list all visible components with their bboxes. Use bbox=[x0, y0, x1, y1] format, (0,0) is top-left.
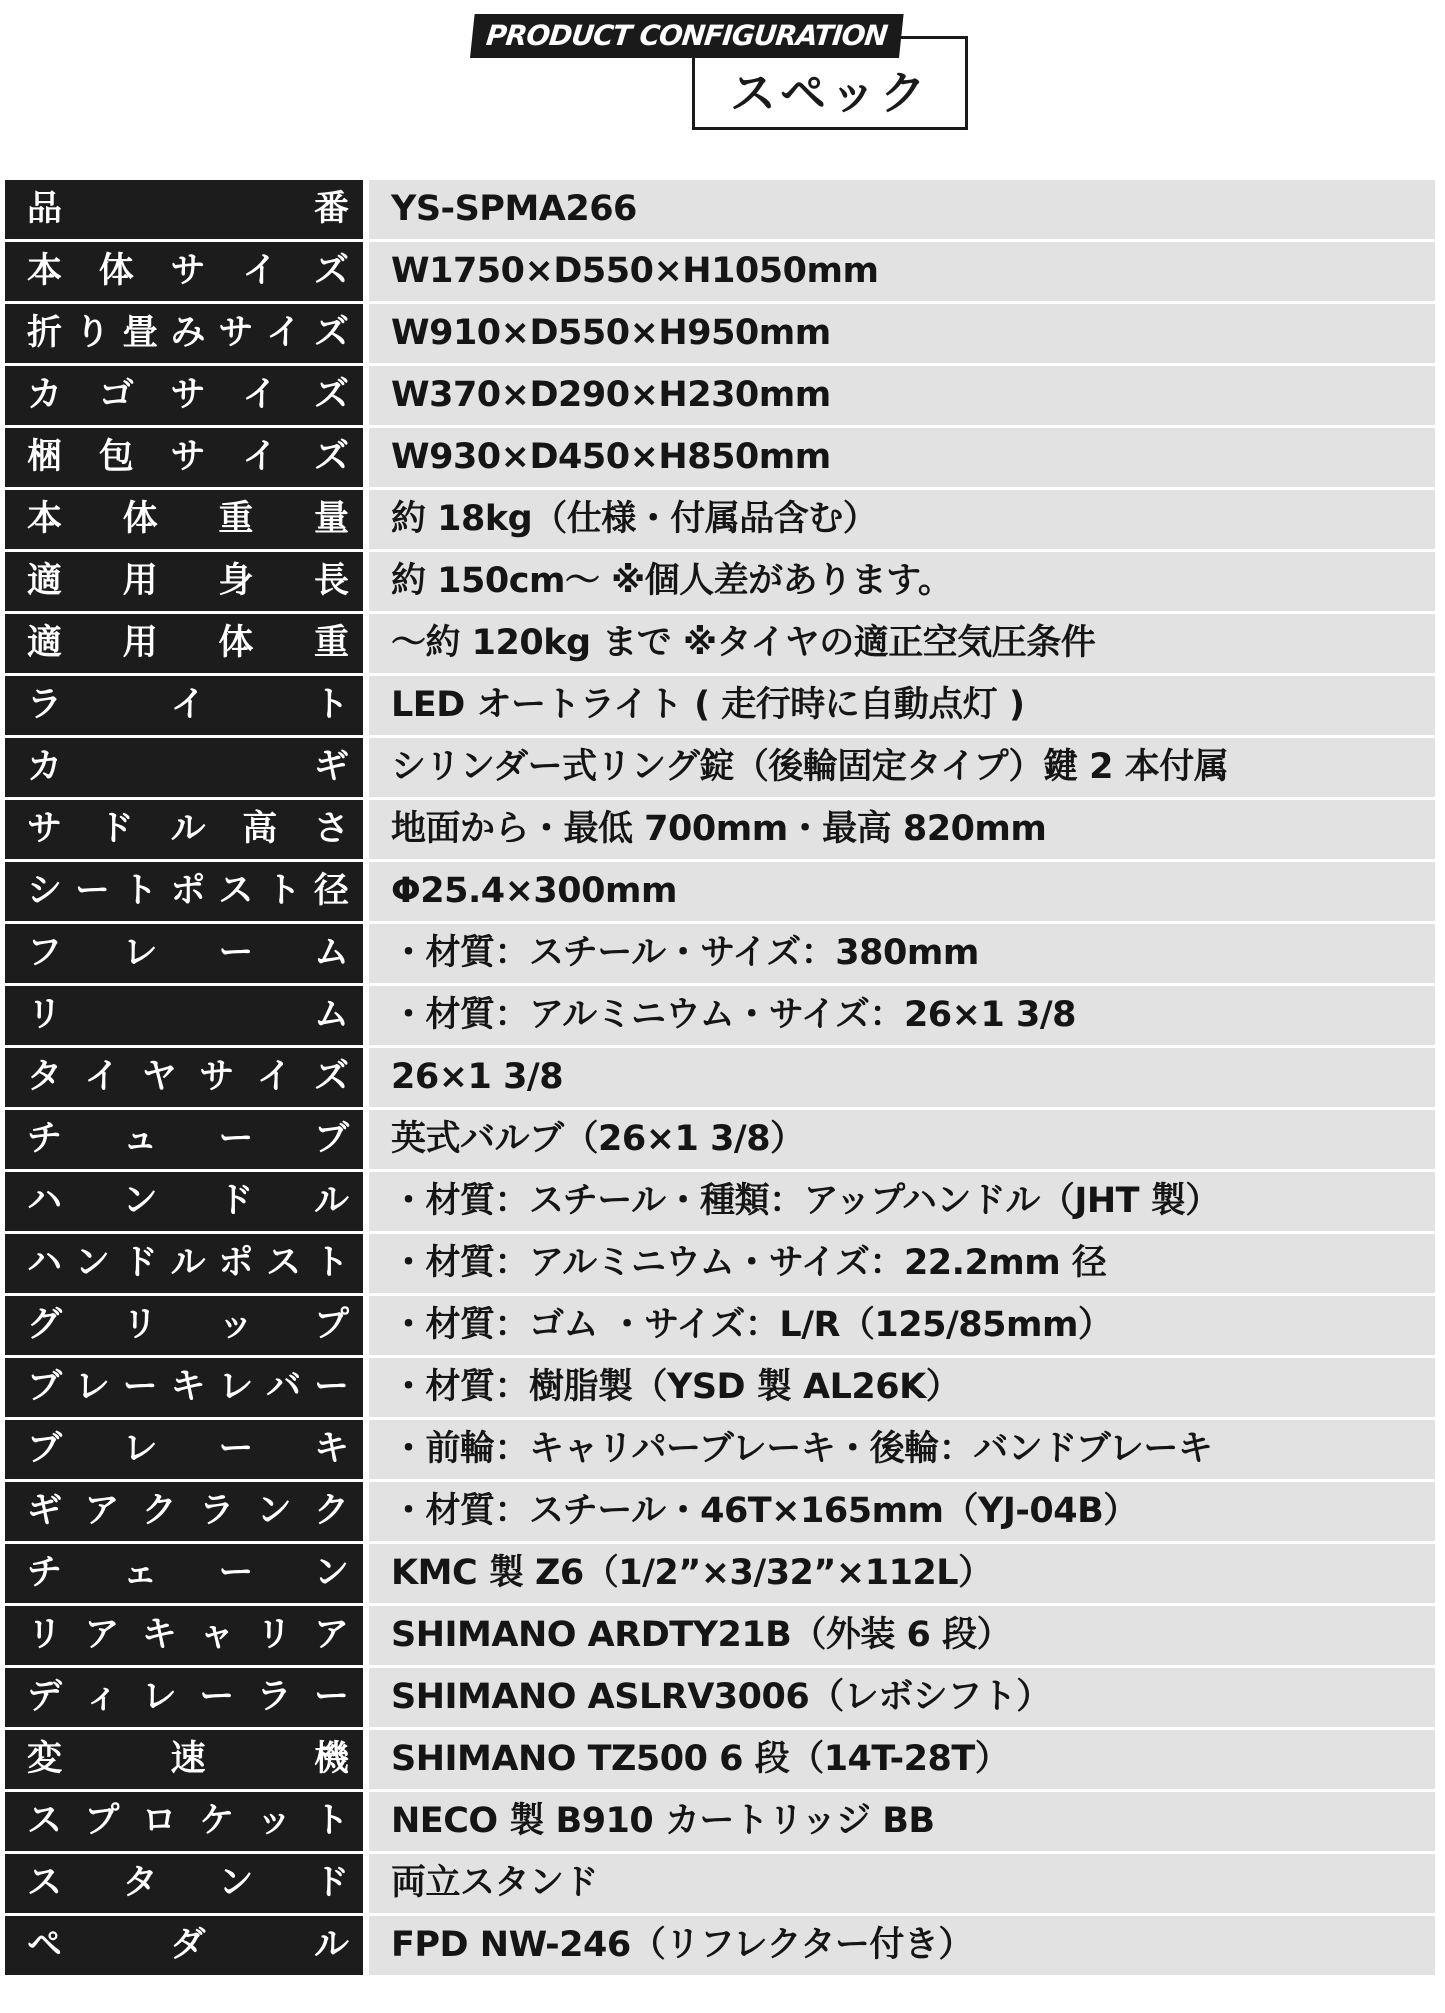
spec-row bbox=[5, 1358, 1435, 1417]
spec-row bbox=[5, 1420, 1435, 1479]
spec-row bbox=[5, 304, 1435, 363]
spec-row bbox=[5, 1792, 1435, 1851]
spec-label: 品 番 bbox=[5, 180, 363, 239]
spec-label: 梱 包 サ イ ズ bbox=[5, 428, 363, 487]
spec-value: ～約 120kg まで ※タイヤの適正空気圧条件 bbox=[369, 614, 1435, 673]
spec-row bbox=[5, 738, 1435, 797]
spec-label: リ ア キ ャ リ ア bbox=[5, 1606, 363, 1665]
spec-label: ラ イ ト bbox=[5, 676, 363, 735]
spec-row bbox=[5, 614, 1435, 673]
spec-label: カ ギ bbox=[5, 738, 363, 797]
spec-value: W910×D550×H950mm bbox=[369, 304, 1435, 363]
spec-row bbox=[5, 1916, 1435, 1975]
spec-value: SHIMANO ARDTY21B（外装 6 段） bbox=[369, 1606, 1435, 1665]
spec-row bbox=[5, 1172, 1435, 1231]
spec-label: ギ ア ク ラ ン ク bbox=[5, 1482, 363, 1541]
product-configuration-tag: PRODUCT CONFIGURATION bbox=[470, 14, 903, 58]
spec-value: シリンダー式リング錠（後輪固定タイプ）鍵 2 本付属 bbox=[369, 738, 1435, 797]
spec-row bbox=[5, 552, 1435, 611]
spec-label: ハ ン ド ル ポ ス ト bbox=[5, 1234, 363, 1293]
spec-label: チ ュ ー ブ bbox=[5, 1110, 363, 1169]
spec-value: KMC 製 Z6（1/2”×3/32”×112L） bbox=[369, 1544, 1435, 1603]
spec-row bbox=[5, 1730, 1435, 1789]
spec-value: ・前輪：キャリパーブレーキ・後輪：バンドブレーキ bbox=[369, 1420, 1435, 1479]
spec-label: ブ レ ー キ bbox=[5, 1420, 363, 1479]
spec-value: ・材質：樹脂製（YSD 製 AL26K） bbox=[369, 1358, 1435, 1417]
spec-value: ・材質：ゴム ・サイズ：L/R（125/85mm） bbox=[369, 1296, 1435, 1355]
spec-row bbox=[5, 490, 1435, 549]
spec-label: カ ゴ サ イ ズ bbox=[5, 366, 363, 425]
spec-value: ・材質：スチール・46T×165mm（YJ-04B） bbox=[369, 1482, 1435, 1541]
spec-value: NECO 製 B910 カートリッジ BB bbox=[369, 1792, 1435, 1851]
spec-value: SHIMANO TZ500 6 段（14T-28T） bbox=[369, 1730, 1435, 1789]
spec-label: 本 体 サ イ ズ bbox=[5, 242, 363, 301]
spec-label: デ ィ レ ー ラ ー bbox=[5, 1668, 363, 1727]
spec-value: LED オートライト ( 走行時に自動点灯 ) bbox=[369, 676, 1435, 735]
spec-label: ス プ ロ ケ ッ ト bbox=[5, 1792, 363, 1851]
spec-value: 約 150cm～ ※個人差があります。 bbox=[369, 552, 1435, 611]
spec-label: チ ェ ー ン bbox=[5, 1544, 363, 1603]
spec-row bbox=[5, 862, 1435, 921]
spec-row bbox=[5, 1110, 1435, 1169]
spec-header bbox=[470, 14, 970, 134]
spec-value: ・材質：スチール・種類：アップハンドル（JHT 製） bbox=[369, 1172, 1435, 1231]
spec-value: ・材質：スチール・サイズ：380mm bbox=[369, 924, 1435, 983]
spec-title: スペック bbox=[730, 66, 930, 120]
spec-row bbox=[5, 676, 1435, 735]
spec-row bbox=[5, 1048, 1435, 1107]
spec-row bbox=[5, 1482, 1435, 1541]
spec-row bbox=[5, 1234, 1435, 1293]
spec-value: SHIMANO ASLRV3006（レボシフト） bbox=[369, 1668, 1435, 1727]
spec-label: 適 用 体 重 bbox=[5, 614, 363, 673]
spec-label: サ ド ル 高 さ bbox=[5, 800, 363, 859]
spec-value: Φ25.4×300mm bbox=[369, 862, 1435, 921]
spec-row bbox=[5, 428, 1435, 487]
spec-row bbox=[5, 242, 1435, 301]
spec-label: ハ ン ド ル bbox=[5, 1172, 363, 1231]
spec-value: 約 18kg（仕様・付属品含む） bbox=[369, 490, 1435, 549]
spec-label: グ リ ッ プ bbox=[5, 1296, 363, 1355]
spec-value: ・材質：アルミニウム・サイズ：22.2mm 径 bbox=[369, 1234, 1435, 1293]
spec-label: ペ ダ ル bbox=[5, 1916, 363, 1975]
spec-label: 本 体 重 量 bbox=[5, 490, 363, 549]
spec-value: 英式バルブ（26×1 3/8） bbox=[369, 1110, 1435, 1169]
spec-label: 折 り 畳 み サ イ ズ bbox=[5, 304, 363, 363]
spec-label: フ レ ー ム bbox=[5, 924, 363, 983]
spec-row bbox=[5, 1544, 1435, 1603]
spec-label: タ イ ヤ サ イ ズ bbox=[5, 1048, 363, 1107]
spec-row bbox=[5, 1296, 1435, 1355]
spec-value: W1750×D550×H1050mm bbox=[369, 242, 1435, 301]
spec-row bbox=[5, 180, 1435, 239]
spec-table bbox=[5, 180, 1435, 1978]
spec-value: W930×D450×H850mm bbox=[369, 428, 1435, 487]
spec-value: FPD NW-246（リフレクター付き） bbox=[369, 1916, 1435, 1975]
spec-value: 両立スタンド bbox=[369, 1854, 1435, 1913]
spec-row bbox=[5, 1606, 1435, 1665]
spec-row bbox=[5, 800, 1435, 859]
spec-label: 適 用 身 長 bbox=[5, 552, 363, 611]
spec-value: 地面から・最低 700mm・最高 820mm bbox=[369, 800, 1435, 859]
spec-label: ス タ ン ド bbox=[5, 1854, 363, 1913]
spec-label: シ ー ト ポ ス ト 径 bbox=[5, 862, 363, 921]
spec-value: ・材質：アルミニウム・サイズ：26×1 3/8 bbox=[369, 986, 1435, 1045]
spec-value: 26×1 3/8 bbox=[369, 1048, 1435, 1107]
spec-value: W370×D290×H230mm bbox=[369, 366, 1435, 425]
spec-label: 変 速 機 bbox=[5, 1730, 363, 1789]
spec-label: リ ム bbox=[5, 986, 363, 1045]
spec-label: ブ レ ー キ レ バ ー bbox=[5, 1358, 363, 1417]
spec-row bbox=[5, 1854, 1435, 1913]
spec-row bbox=[5, 986, 1435, 1045]
spec-value: YS-SPMA266 bbox=[369, 180, 1435, 239]
spec-row bbox=[5, 366, 1435, 425]
spec-row bbox=[5, 1668, 1435, 1727]
spec-row bbox=[5, 924, 1435, 983]
